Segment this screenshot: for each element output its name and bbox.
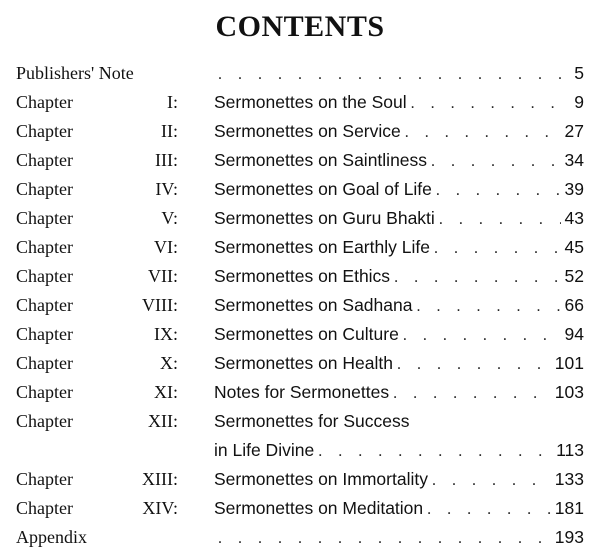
toc-entry [214,178,584,202]
toc-page: 27 [564,121,584,141]
toc-entry [214,468,584,492]
leader-dots [405,122,561,144]
leader-dots [436,180,561,202]
toc-page: 103 [554,382,584,402]
leader-dots [218,528,551,550]
toc-entry [214,236,584,260]
toc-row-chapter-12-continued [0,439,600,468]
toc-page: 5 [574,63,584,83]
leader-dots [393,383,551,405]
leader-dots [427,499,551,521]
toc-page: 94 [564,324,584,344]
toc-page: 113 [556,440,584,460]
leader-dots [397,354,551,376]
toc-row-chapter-5 [0,207,600,236]
toc-entry [214,381,584,405]
toc-row-chapter-6 [0,236,600,265]
toc-title: Sermonettes on Goal of Life [214,179,432,199]
toc-title: Sermonettes on Meditation [214,498,424,518]
toc-row-chapter-12 [0,410,600,439]
toc-entry [214,352,584,376]
leader-dots [434,238,561,260]
toc-title: Sermonettes on Culture [214,324,399,344]
toc-row-chapter-9 [0,323,600,352]
toc-title: Notes for Sermonettes [214,382,390,402]
toc-label: Chapter [16,208,73,228]
toc-title: Sermonettes on Sadhana [214,295,413,315]
toc-chapter-number: VII: [148,266,178,286]
toc-row-chapter-1 [0,91,600,120]
toc-chapter-number: IV: [155,179,178,199]
toc-label: Chapter [16,150,73,170]
toc-page: 181 [554,498,584,518]
toc-row-chapter-4 [0,178,600,207]
toc-row-chapter-14 [0,497,600,526]
toc-label: Chapter [16,411,73,431]
toc-row-chapter-10 [0,352,600,381]
toc-entry [214,497,584,521]
toc-row-chapter-7 [0,265,600,294]
table-of-contents [0,62,600,555]
toc-entry [214,62,584,86]
toc-page: 34 [564,150,584,170]
toc-chapter-number: III: [155,150,178,170]
toc-title: Sermonettes on Ethics [214,266,391,286]
toc-page: 39 [564,179,584,199]
toc-label: Chapter [16,121,73,141]
toc-title: Sermonettes on the Soul [214,92,407,112]
leader-dots [416,296,560,318]
toc-label: Chapter [16,92,73,112]
toc-entry [214,207,584,231]
leader-dots [431,151,560,173]
toc-title: Sermonettes on Service [214,121,401,141]
toc-entry [214,526,584,550]
toc-chapter-number: X: [160,353,178,373]
toc-entry [214,265,584,289]
toc-label: Chapter [16,498,73,518]
toc-row-chapter-3 [0,149,600,178]
toc-label: Chapter [16,179,73,199]
leader-dots [432,470,551,492]
toc-title: Sermonettes on Guru Bhakti [214,208,435,228]
leader-dots [411,93,571,115]
toc-page: 101 [554,353,584,373]
toc-page: 43 [564,208,584,228]
toc-chapter-number: I: [167,92,178,112]
toc-chapter-number: V: [161,208,178,228]
toc-label: Chapter [16,266,73,286]
toc-row-chapter-8 [0,294,600,323]
toc-label: Chapter [16,382,73,402]
toc-page: 45 [564,237,584,257]
leader-dots [439,209,561,231]
toc-row-appendix [0,526,600,555]
leader-dots [318,441,552,463]
toc-title: Sermonettes on Health [214,353,393,373]
toc-row-chapter-11 [0,381,600,410]
toc-chapter-number: XIV: [142,498,178,518]
toc-row-publishers-note [0,62,600,91]
toc-label: Chapter [16,237,73,257]
leader-dots [403,325,561,347]
leader-dots [394,267,560,289]
toc-chapter-number: VI: [154,237,178,257]
toc-page: 9 [574,92,584,112]
toc-chapter-number: XI: [154,382,178,402]
toc-entry [214,410,584,432]
toc-label: Chapter [16,353,73,373]
toc-chapter-number: XII: [148,411,178,431]
toc-label: Chapter [16,295,73,315]
toc-entry [214,439,584,463]
toc-title: in Life Divine [214,440,315,460]
toc-page: 66 [564,295,584,315]
toc-entry [214,91,584,115]
toc-page: 133 [554,469,584,489]
toc-entry [214,120,584,144]
toc-chapter-number: XIII: [142,469,178,489]
toc-title: Sermonettes on Earthly Life [214,237,430,257]
toc-entry [214,149,584,173]
toc-row-chapter-2 [0,120,600,149]
toc-label: Chapter [16,469,73,489]
toc-label: Appendix [16,527,87,547]
toc-row-chapter-13 [0,468,600,497]
toc-label: Publishers' Note [16,63,134,83]
page-title: CONTENTS [215,10,385,43]
toc-title: Sermonettes on Saintliness [214,150,428,170]
toc-label: Chapter [16,324,73,344]
toc-page: 52 [564,266,584,286]
toc-chapter-number: II: [161,121,178,141]
toc-chapter-number: IX: [154,324,178,344]
toc-chapter-number: VIII: [142,295,178,315]
toc-entry [214,323,584,347]
toc-title: Sermonettes on Immortality [214,469,428,489]
toc-title: Sermonettes for Success [214,411,410,431]
toc-entry [214,294,584,318]
toc-page: 193 [554,527,584,547]
leader-dots [218,64,570,86]
